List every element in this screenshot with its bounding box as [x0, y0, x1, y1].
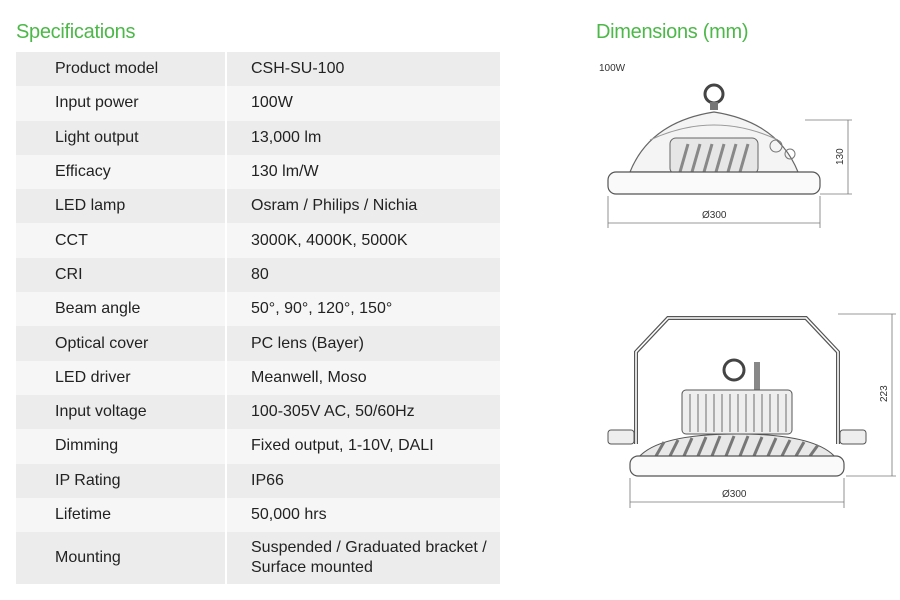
spec-value-line: Surface mounted: [251, 559, 373, 577]
spec-label: Input voltage: [16, 395, 226, 429]
specifications-heading: Specifications: [16, 21, 136, 43]
height-label: 223: [879, 385, 890, 402]
spec-row-product-model: [16, 52, 500, 86]
heatsink: [638, 434, 836, 458]
spec-row-light-output: [16, 121, 500, 155]
spec-row-beam-angle: [16, 292, 500, 326]
spec-value: [226, 532, 500, 584]
spec-label: Light output: [16, 121, 226, 155]
spec-label: Beam angle: [16, 292, 226, 326]
spec-row-dimming: [16, 429, 500, 463]
hook-stem: [710, 102, 718, 110]
spec-label: Efficacy: [16, 155, 226, 189]
dimensions-heading: Dimensions (mm): [596, 21, 749, 43]
spec-label: CCT: [16, 223, 226, 257]
spec-row-led-lamp: [16, 189, 500, 223]
spec-row-led-driver: [16, 361, 500, 395]
spec-value: 130 lm/W: [226, 155, 500, 189]
width-label: Ø300: [722, 489, 747, 500]
spec-row-cct: [16, 223, 500, 257]
bracket-knob-right: [840, 430, 866, 444]
spec-value: PC lens (Bayer): [226, 326, 500, 360]
power-label: 100W: [599, 63, 626, 74]
spec-value: Osram / Philips / Nichia: [226, 189, 500, 223]
spec-value: 100W: [226, 86, 500, 120]
spec-label: Optical cover: [16, 326, 226, 360]
spec-label: Product model: [16, 52, 226, 86]
hook-ring-icon: [724, 360, 744, 380]
spec-value: 13,000 lm: [226, 121, 500, 155]
spec-label: LED lamp: [16, 189, 226, 223]
spec-label: Lifetime: [16, 498, 226, 532]
spec-label: IP Rating: [16, 464, 226, 498]
spec-value: 80: [226, 258, 500, 292]
height-label: 130: [835, 148, 846, 165]
spec-value: 100-305V AC, 50/60Hz: [226, 395, 500, 429]
bracket-knob-left: [608, 430, 634, 444]
spec-row-optical-cover: [16, 326, 500, 360]
spec-label: Input power: [16, 86, 226, 120]
lamp-lens-base: [608, 172, 820, 194]
spec-value: IP66: [226, 464, 500, 498]
spec-row-input-voltage: [16, 395, 500, 429]
width-label: Ø300: [702, 210, 727, 221]
spec-label: Mounting: [16, 532, 226, 584]
lamp-lens-base: [630, 456, 844, 476]
specifications-table: [16, 52, 500, 584]
cable-gland: [754, 362, 760, 392]
spec-label: LED driver: [16, 361, 226, 395]
lamp-dimension-drawing-bracket: [598, 306, 898, 516]
spec-value: 50°, 90°, 120°, 150°: [226, 292, 500, 326]
spec-row-ip-rating: [16, 464, 500, 498]
spec-row-cri: [16, 258, 500, 292]
spec-row-lifetime: [16, 498, 500, 532]
spec-row-input-power: [16, 86, 500, 120]
spec-label: CRI: [16, 258, 226, 292]
hook-ring-icon: [705, 85, 723, 103]
lamp-dimension-drawing-top: [590, 60, 870, 240]
spec-row-mounting: [16, 532, 500, 584]
spec-value: 50,000 hrs: [226, 498, 500, 532]
spec-value: CSH-SU-100: [226, 52, 500, 86]
spec-label: Dimming: [16, 429, 226, 463]
spec-value: Fixed output, 1-10V, DALI: [226, 429, 500, 463]
spec-value-line: Suspended / Graduated bracket /: [251, 539, 487, 557]
spec-value: 3000K, 4000K, 5000K: [226, 223, 500, 257]
spec-row-efficacy: [16, 155, 500, 189]
spec-value: Meanwell, Moso: [226, 361, 500, 395]
